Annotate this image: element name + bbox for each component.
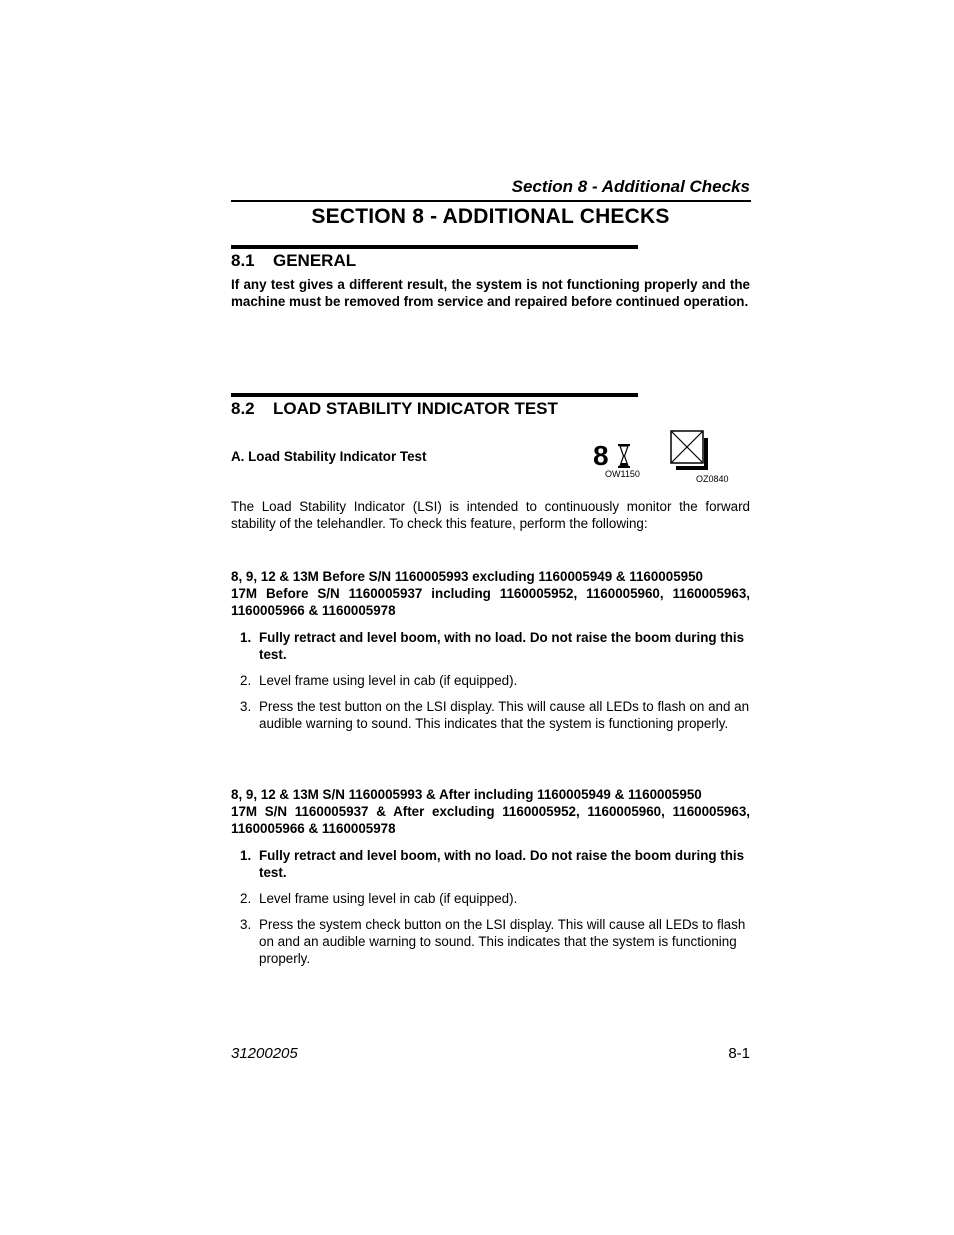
group1-applicability-1: 8, 9, 12 & 13M Before S/N 1160005993 excluding 1160005949 & 1160005950	[231, 569, 703, 584]
page-title: SECTION 8 - ADDITIONAL CHECKS	[311, 205, 670, 228]
lsi-test-subheading: A. Load Stability Indicator Test	[231, 449, 427, 464]
group1-applicability-2: 17M Before S/N 1160005937 including 1160005952, 1160005960, 1160005963, 1160005966 & 1160005978	[231, 586, 750, 618]
header-rule	[231, 200, 751, 202]
checkbox-cross-icon	[670, 430, 712, 472]
step-item: 3. Press the system check button on the LSI display. This will cause all LEDs to flash on and an audible warning to sound. This indicates that the system is functioning properly.	[240, 917, 746, 966]
section-8-1-body: If any test gives a different result, the system is not functioning properly and the machine must be removed from service and repaired before continued operation.	[231, 277, 750, 309]
section-8-2-title: LOAD STABILITY INDICATOR TEST	[273, 399, 558, 418]
section-8-2-number: 8.2	[231, 399, 255, 418]
section-8-1-bar	[231, 245, 638, 249]
section-8-1-heading	[231, 251, 356, 271]
group2-steps	[231, 847, 750, 967]
hourglass-icon	[617, 444, 631, 468]
group1-steps	[231, 629, 750, 732]
running-header: Section 8 - Additional Checks	[511, 177, 750, 196]
step-item: 2. Level frame using level in cab (if equipped).	[240, 891, 518, 906]
step-item: 1. Fully retract and level boom, with no load. Do not raise the boom during this test.	[240, 630, 745, 662]
lsi-intro: The Load Stability Indicator (LSI) is intended to continuously monitor the forward stability of the telehandler. To check this feature, perform the following:	[231, 499, 750, 531]
section-8-2-heading	[231, 399, 558, 419]
section-8-1-title: GENERAL	[273, 251, 357, 270]
doc-number: 31200205	[231, 1045, 298, 1062]
interval-digit: 8	[593, 440, 609, 471]
step-item: 1. Fully retract and level boom, with no load. Do not raise the boom during this test.	[240, 848, 745, 880]
group2-applicability-1: 8, 9, 12 & 13M S/N 1160005993 & After including 1160005949 & 1160005950	[231, 787, 702, 802]
group2-applicability-2: 17M S/N 1160005937 & After excluding 1160005952, 1160005960, 1160005963, 1160005966 & 1160005978	[231, 804, 750, 836]
icon-code-ow1150: OW1150	[605, 469, 640, 479]
section-8-2-bar	[231, 393, 638, 397]
step-item: 3. Press the test button on the LSI display. This will cause all LEDs to flash on and an audible warning to sound. This indicates that the system is functioning properly.	[240, 699, 750, 731]
page-number: 8-1	[728, 1045, 750, 1062]
step-item: 2. Level frame using level in cab (if equipped).	[240, 673, 518, 688]
icon-code-oz0840: OZ0840	[696, 474, 729, 484]
section-8-1-number: 8.1	[231, 251, 255, 270]
